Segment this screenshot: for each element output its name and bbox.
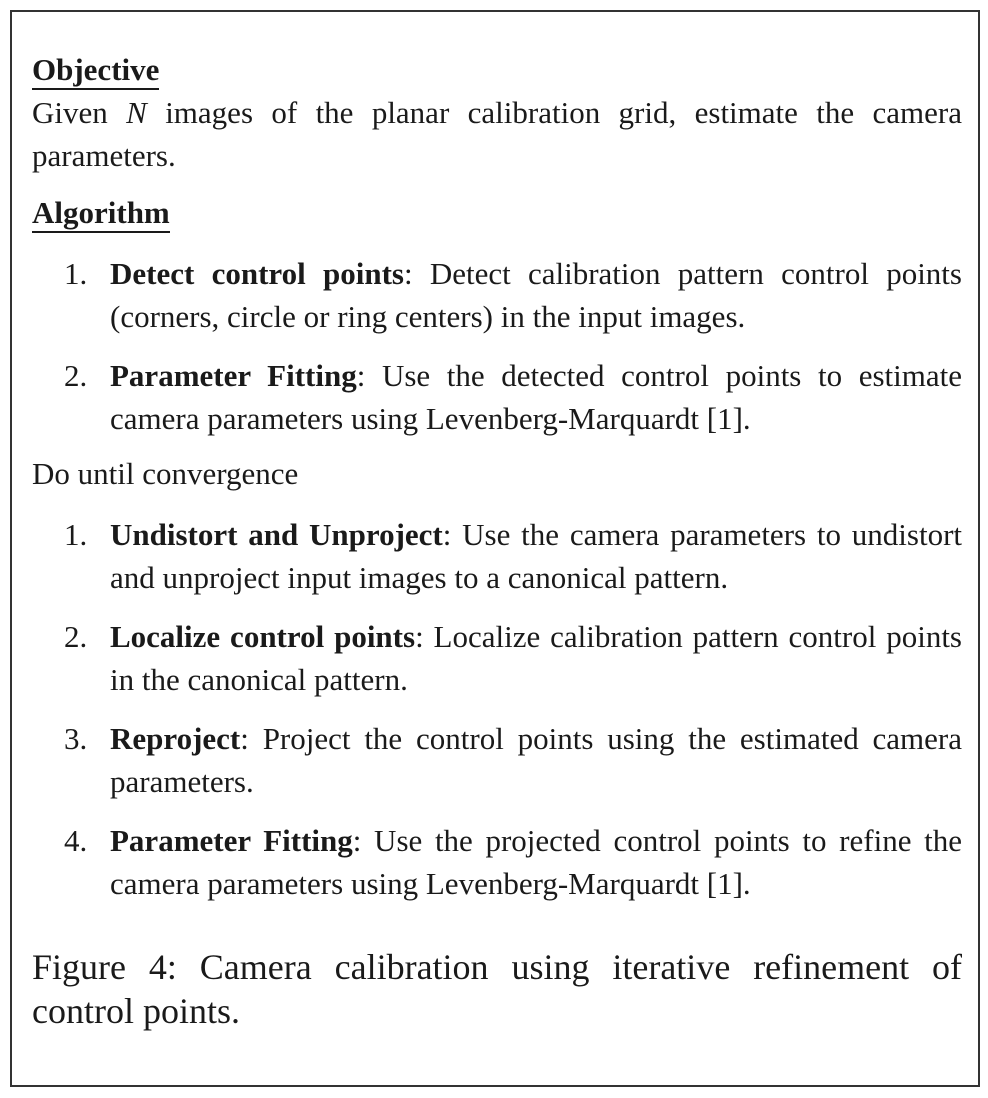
algorithm-step xyxy=(32,252,962,338)
algorithm-steps xyxy=(32,252,962,440)
loop-label: Do until convergence xyxy=(32,456,299,491)
algorithm-box xyxy=(10,10,980,1087)
step-text: : Detect calibration pattern control points (corners, circle or ring centers) in the input images. xyxy=(110,256,962,334)
loop-step xyxy=(32,819,962,905)
step-term: Localize control points xyxy=(110,619,416,654)
step-number: 4. xyxy=(64,823,88,858)
figure-caption: Figure 4: Camera calibration using iterative refinement of control points. xyxy=(32,947,962,1031)
objective-variable: N xyxy=(126,95,147,130)
loop-step xyxy=(32,717,962,803)
step-text: : Project the control points using the estimated camera parameters. xyxy=(110,721,962,799)
algorithm-step xyxy=(32,354,962,440)
step-term: Parameter Fitting xyxy=(110,823,353,858)
step-number: 1. xyxy=(64,517,88,552)
objective-text xyxy=(32,91,962,177)
step-number: 2. xyxy=(64,358,88,393)
step-term: Undistort and Unproject xyxy=(110,517,443,552)
step-text: : Use the projected control points to refine the camera parameters using Levenberg-Marquardt [1]. xyxy=(110,823,962,901)
step-number: 3. xyxy=(64,721,88,756)
algorithm-content xyxy=(32,48,962,1033)
step-text: : Localize calibration pattern control points in the canonical pattern. xyxy=(110,619,962,697)
step-text: : Use the camera parameters to undistort and unproject input images to a canonical pattern. xyxy=(110,517,963,595)
step-term: Parameter Fitting xyxy=(110,358,357,393)
objective-heading: Objective xyxy=(32,52,159,90)
step-term: Detect control points xyxy=(110,256,404,291)
loop-step xyxy=(32,615,962,701)
objective-text-after: images of the planar calibration grid, estimate the camera parameters. xyxy=(32,95,962,173)
step-number: 2. xyxy=(64,619,88,654)
algorithm-heading: Algorithm xyxy=(32,195,170,233)
step-term: Reproject xyxy=(110,721,241,756)
step-text: : Use the detected control points to estimate camera parameters using Levenberg-Marquardt [1]. xyxy=(110,358,963,436)
step-number: 1. xyxy=(64,256,88,291)
loop-step xyxy=(32,513,962,599)
objective-text-before: Given xyxy=(32,95,127,130)
loop-steps xyxy=(32,513,962,905)
